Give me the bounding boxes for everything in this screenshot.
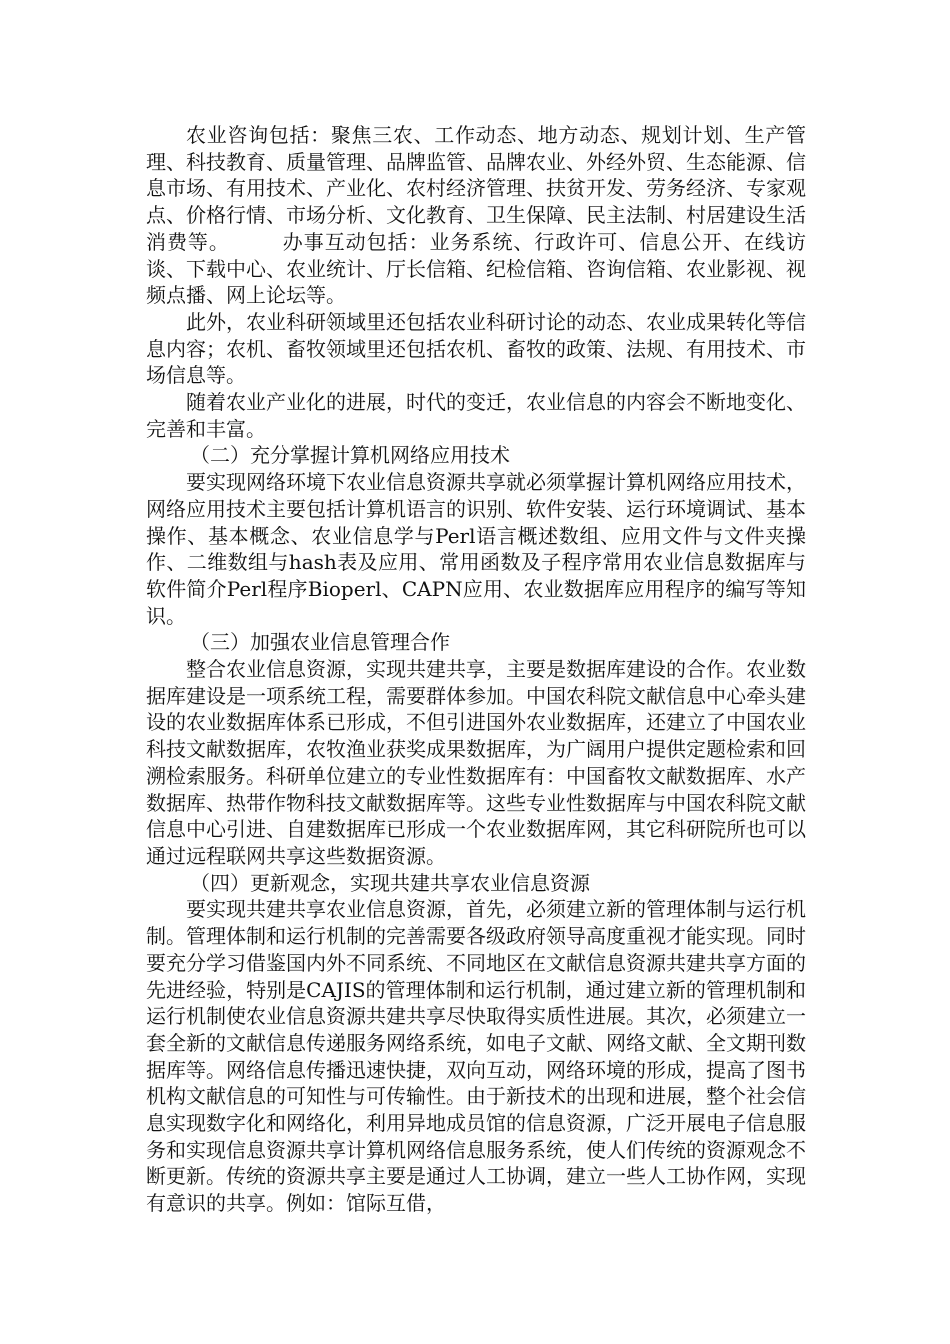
paragraph-agricultural-consulting: 农业咨询包括：聚焦三农、工作动态、地方动态、规划计划、生产管理、科技教育、质量管理、品牌监管、品牌农业、外经外贸、生态能源、信息市场、有用技术、产业化、农村经济管理、扶贫开发、劳务经济、专家观点、价格行情、市场分析、文化教育、卫生保障、民主法制、村居建设生活消费等。 办事互动包括：业务系统、行政许可、信息公开、在线访谈、下载中心、农业统计、厅长信箱、纪检信箱、咨询信箱、农业影视、视频点播、网上论坛等。 — [146, 123, 806, 308]
paragraph-industrialization: 随着农业产业化的进展，时代的变迁，农业信息的内容会不断地变化、完善和丰富。 — [146, 390, 806, 441]
section-heading-management-cooperation: （三）加强农业信息管理合作 — [190, 630, 450, 655]
section-heading-network-technology: （二）充分掌握计算机网络应用技术 — [190, 443, 510, 468]
document-body — [146, 122, 806, 1217]
section-heading-update-concepts: （四）更新观念，实现共建共享农业信息资源 — [190, 870, 590, 895]
paragraph-research-fields: 此外，农业科研领域里还包括农业科研讨论的动态、农业成果转化等信息内容；农机、畜牧领域里还包括农机、畜牧的政策、法规、有用技术、市场信息等。 — [146, 309, 806, 388]
paragraph-resource-sharing: 要实现共建共享农业信息资源，首先，必须建立新的管理体制与运行机制。管理体制和运行机制的完善需要各级政府领导高度重视才能实现。同时要充分学习借鉴国内外不同系统、不同地区在文献信息资源共建共享方面的先进经验，特别是CAJIS的管理体制和运行机制，通过建立新的管理机制和运行机制使农业信息资源共建共享尽快取得实质性进展。其次，必须建立一套全新的文献信息传递服务网络系统，如电子文献、网络文献、全文期刊数据库等。网络信息传播迅速快捷，双向互动，网络环境的形成，提高了图书机构文献信息的可知性与可传输性。由于新技术的出现和进展，整个社会信息实现数字化和网络化，利用异地成员馆的信息资源，广泛开展电子信息服务和实现信息资源共享计算机网络信息服务系统，使人们传统的资源观念不断更新。传统的资源共享主要是通过人工协调，建立一些人工协作网，实现有意识的共享。例如：馆际互借， — [146, 897, 806, 1216]
paragraph-database-cooperation: 整合农业信息资源，实现共建共享，主要是数据库建设的合作。农业数据库建设是一项系统工程，需要群体参加。中国农科院文献信息中心牵头建设的农业数据库体系已形成，不但引进国外农业数据库，还建立了中国农业科技文献数据库，农牧渔业获奖成果数据库，为广阔用户提供定题检索和回溯检索服务。科研单位建立的专业性数据库有：中国畜牧文献数据库、水产数据库、热带作物科技文献数据库等。这些专业性数据库与中国农科院文献信息中心引进、自建数据库已形成一个农业数据库网，其它科研院所也可以通过远程联网共享这些数据资源。 — [146, 657, 806, 868]
paragraph-network-technology: 要实现网络环境下农业信息资源共享就必须掌握计算机网络应用技术，网络应用技术主要包括计算机语言的识别、软件安装、运行环境调试、基本操作、基本概念、农业信息学与Perl语言概述数组、应用文件与文件夹操作、二维数组与hash表及应用、常用函数及子程序常用农业信息数据库与软件简介Perl程序Bioperl、CAPN应用、农业数据库应用程序的编写等知识。 — [146, 470, 806, 628]
